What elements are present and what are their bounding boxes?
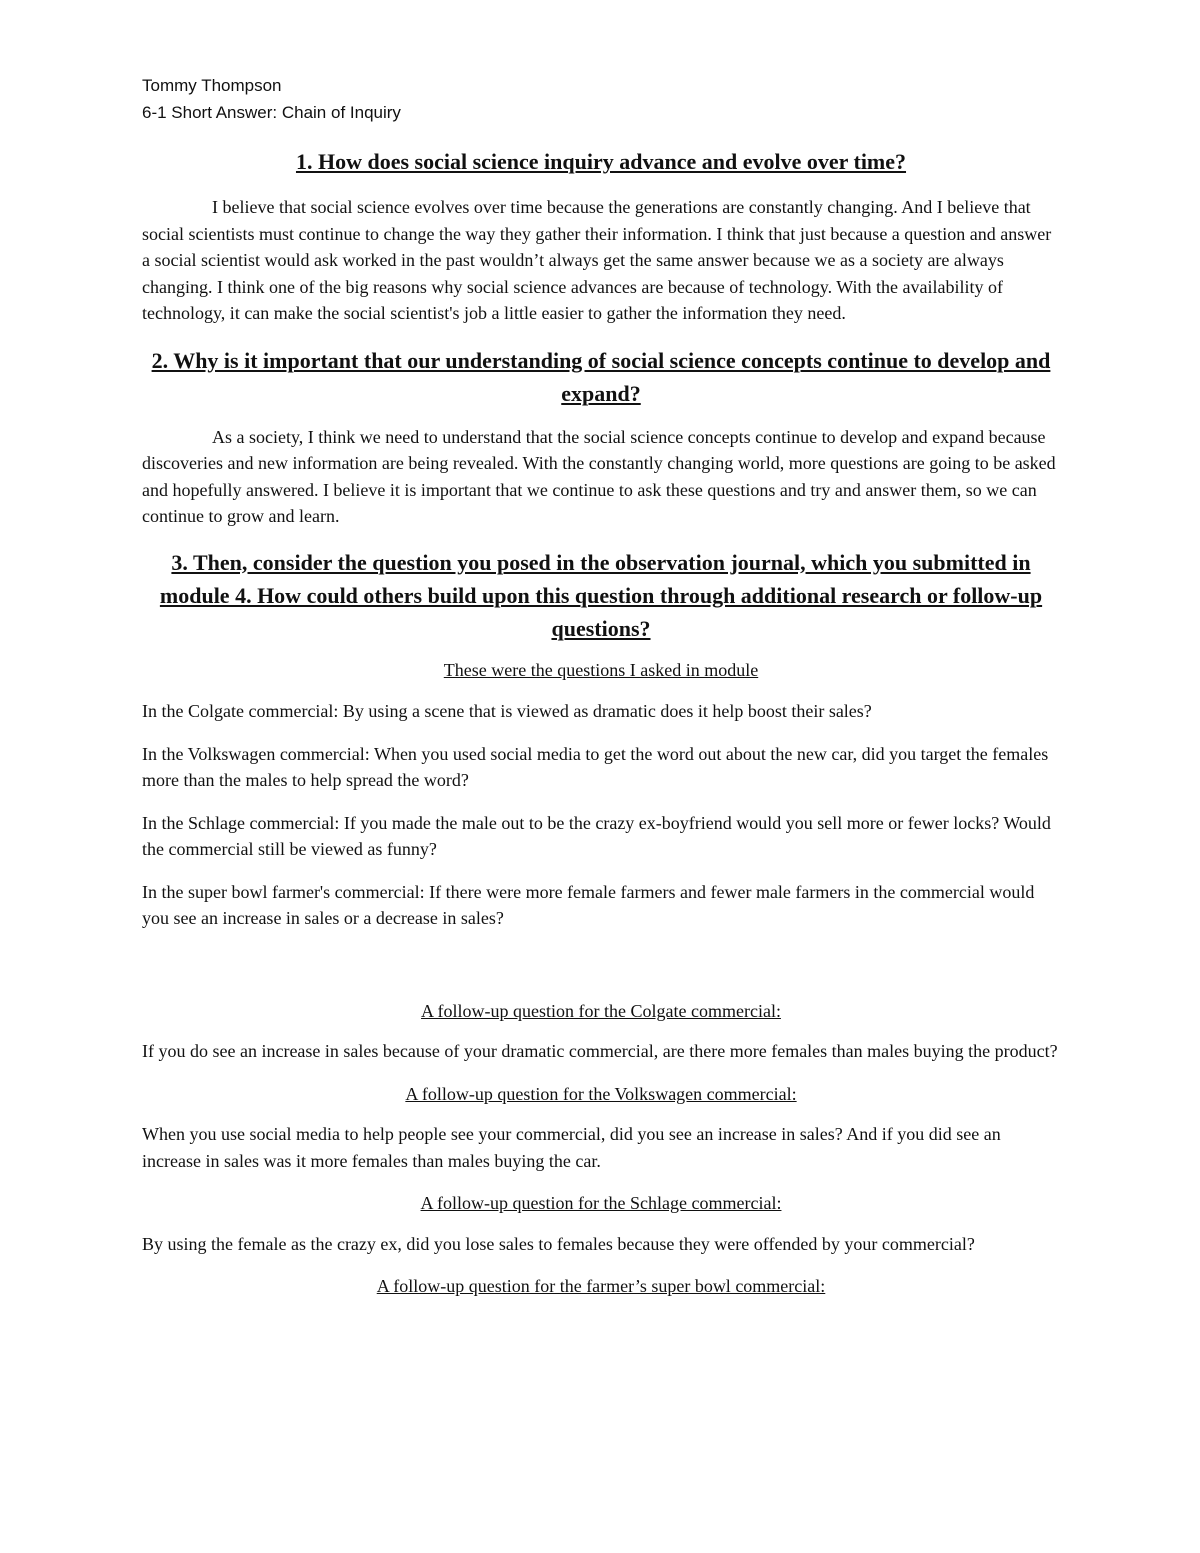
question-1-heading: 1. How does social science inquiry advance and evolve over time? (295, 149, 907, 174)
assignment-title: 6-1 Short Answer: Chain of Inquiry (142, 103, 401, 122)
followup-text-colgate: If you do see an increase in sales because of your dramatic commercial, are there more females than males buying the product? (142, 1041, 1058, 1061)
question-3-heading: 3. Then, consider the question you posed in the observation journal, which you submitted in module 4. How could others build upon this question through additional research or follow-up questions? (159, 549, 1043, 641)
question-2-heading: 2. Why is it important that our understanding of social science concepts continue to develop and expand? (151, 347, 1051, 406)
followup-text-schlage: By using the female as the crazy ex, did you lose sales to females because they were offended by your commercial? (142, 1233, 975, 1254)
followup-text-volkswagen: When you use social media to help people see your commercial, did you see an increase in sales? And if you did see an increase in sales was it more females than males buying the car. (142, 1124, 1001, 1171)
module-question-farmer: In the super bowl farmer's commercial: If there were more female farmers and fewer male farmers in the commercial would you see an increase in sales or a decrease in sales? (142, 881, 1035, 928)
followup-heading-farmer: A follow-up question for the farmer’s super bowl commercial: (376, 1276, 826, 1296)
module-question-schlage: In the Schlage commercial: If you made the male out to be the crazy ex-boyfriend would you sell more or fewer locks? Would the commercial still be viewed as funny? (142, 812, 1051, 859)
questions-intro: These were the questions I asked in module (443, 659, 759, 680)
followup-heading-colgate: A follow-up question for the Colgate commercial: (421, 1000, 781, 1021)
module-question-volkswagen: In the Volkswagen commercial: When you used social media to get the word out about the new car, did you target the females more than the males to help spread the word? (142, 743, 1049, 790)
question-1-answer: I believe that social science evolves over time because the generations are constantly changing. And I believe that social scientists must continue to change the way they gather their information. I think that just because a question and answer a social scientist would ask worked in the past wouldn’t always get the same answer because we as a society are always changing. I think one of the big reasons why social science advances are because of technology. With the availability of technology, it can make the social scientist's job a little easier to gather the information they need. (142, 197, 1052, 323)
followup-heading-volkswagen: A follow-up question for the Volkswagen commercial: (405, 1083, 797, 1104)
followup-heading-schlage: A follow-up question for the Schlage commercial: (420, 1193, 782, 1213)
question-2-answer: As a society, I think we need to understand that the social science concepts continue to develop and expand because discoveries and new information are being revealed. With the constantly changing world, more questions are going to be asked and hopefully answered. I believe it is important that we continue to ask these questions and try and answer them, so we can continue to grow and learn. (142, 426, 1056, 526)
module-question-colgate: In the Colgate commercial: By using a scene that is viewed as dramatic does it help boost their sales? (142, 701, 872, 721)
document-body (142, 72, 1060, 1300)
author-name: Tommy Thompson (142, 76, 282, 95)
